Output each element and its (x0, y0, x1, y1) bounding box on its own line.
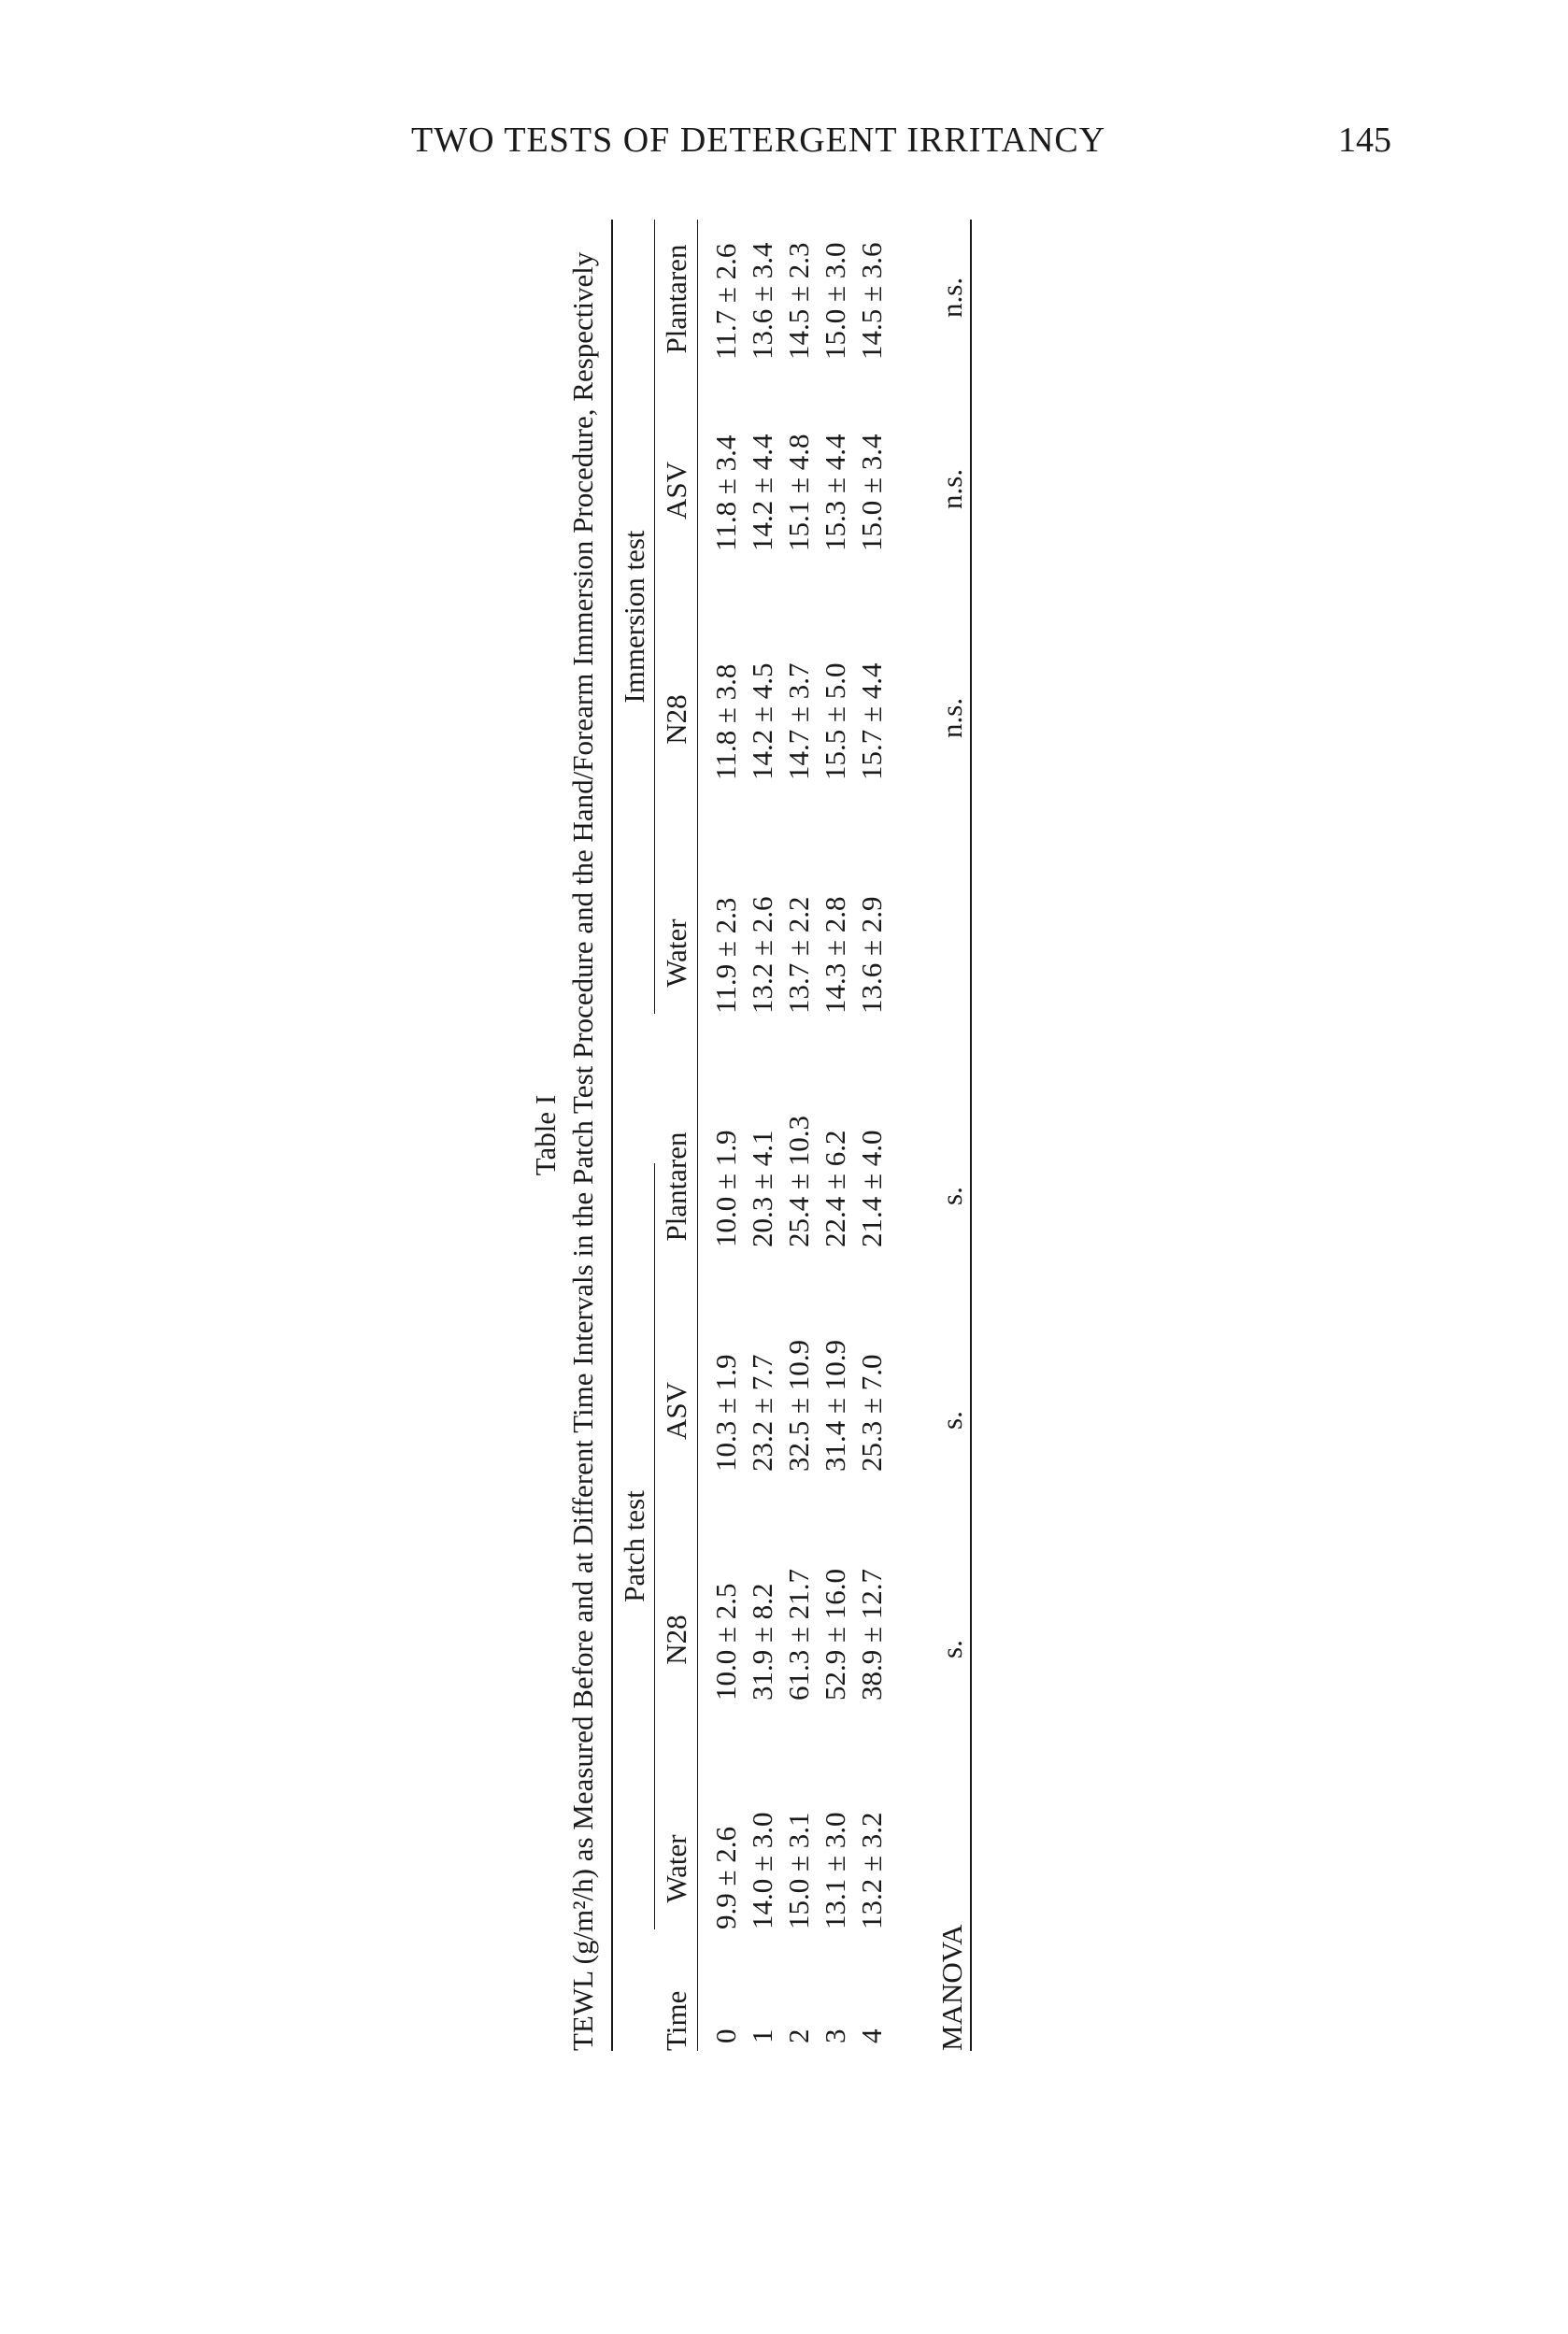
column-header: ASV (660, 1382, 692, 1441)
table-cell: 13.2 ± 2.6 (746, 896, 778, 1014)
table-cell: 21.4 ± 4.0 (855, 1130, 888, 1247)
manova-cell: n.s. (935, 277, 968, 318)
table-cell: 13.6 ± 2.9 (855, 896, 888, 1014)
manova-cell: n.s. (935, 468, 968, 509)
table-cell: 11.8 ± 3.4 (709, 434, 742, 551)
row-time: 1 (746, 2028, 778, 2043)
rotated-table (529, 220, 977, 2051)
manova-cell: s. (935, 1187, 968, 1205)
column-header: Water (660, 1834, 692, 1903)
table-cell: 14.7 ± 3.7 (782, 662, 815, 780)
immersion-group-rule (654, 220, 655, 1014)
table-cell: 9.9 ± 2.6 (709, 1826, 742, 1929)
row-time: 4 (855, 2028, 888, 2043)
table-cell: 13.2 ± 3.2 (855, 1812, 888, 1929)
manova-cell: s. (935, 1640, 968, 1658)
column-header-time: Time (660, 1990, 692, 2051)
table-cell: 13.7 ± 2.2 (782, 896, 815, 1014)
group-header-immersion: Immersion test (618, 530, 650, 704)
column-header: N28 (660, 694, 692, 745)
running-head: TWO TESTS OF DETERGENT IRRITANCY (411, 121, 1106, 160)
table-cell: 10.0 ± 2.5 (709, 1583, 742, 1701)
table-cell: 15.5 ± 5.0 (819, 662, 851, 780)
table-cell: 25.3 ± 7.0 (855, 1354, 888, 1472)
table-cell: 11.9 ± 2.3 (709, 897, 742, 1014)
table-caption: TEWL (g/m²/h) as Measured Before and at Different Time Intervals in the Patch Test Procedure and the Hand/Forearm Immersion Procedure, Respectively (566, 251, 599, 2051)
group-header-patch: Patch test (618, 1490, 650, 1602)
column-header: Water (660, 918, 692, 988)
table-cell: 14.5 ± 2.3 (782, 242, 815, 360)
column-header: Plantaren (660, 244, 692, 354)
table-cell: 11.7 ± 2.6 (709, 243, 742, 360)
row-time: 0 (709, 2028, 742, 2043)
table-cell: 31.4 ± 10.9 (819, 1339, 851, 1472)
table-cell: 23.2 ± 7.7 (746, 1354, 778, 1472)
table-cell: 15.0 ± 3.0 (819, 242, 851, 360)
table-cell: 15.3 ± 4.4 (819, 434, 851, 551)
table-cell: 14.5 ± 3.6 (855, 242, 888, 360)
bottom-rule (970, 220, 972, 2051)
manova-label: MANOVA (935, 1924, 968, 2051)
table-cell: 38.9 ± 12.7 (855, 1568, 888, 1701)
table-cell: 31.9 ± 8.2 (746, 1583, 778, 1701)
row-time: 2 (782, 2028, 815, 2043)
manova-cell: s. (935, 1411, 968, 1430)
table-cell: 15.1 ± 4.8 (782, 434, 815, 551)
table-cell: 10.3 ± 1.9 (709, 1354, 742, 1472)
manova-cell: n.s. (935, 697, 968, 738)
table-cell: 15.7 ± 4.4 (855, 662, 888, 780)
table-cell: 15.0 ± 3.4 (855, 434, 888, 551)
table-cell: 15.0 ± 3.1 (782, 1812, 815, 1929)
table-cell: 10.0 ± 1.9 (709, 1130, 742, 1247)
table-cell: 11.8 ± 3.8 (709, 663, 742, 780)
table-label: Table I (529, 1094, 562, 1176)
table-cell: 14.3 ± 2.8 (819, 896, 851, 1014)
table-cell: 13.6 ± 3.4 (746, 242, 778, 360)
column-header: N28 (660, 1615, 692, 1665)
table-cell: 13.1 ± 3.0 (819, 1812, 851, 1929)
table-cell: 32.5 ± 10.9 (782, 1339, 815, 1472)
table-cell: 14.2 ± 4.5 (746, 662, 778, 780)
table-cell: 14.0 ± 3.0 (746, 1812, 778, 1929)
header-rule (697, 220, 698, 2051)
page-number: 145 (1338, 121, 1391, 160)
column-header: Plantaren (660, 1131, 692, 1242)
table-cell: 52.9 ± 16.0 (819, 1568, 851, 1701)
table-cell: 25.4 ± 10.3 (782, 1115, 815, 1247)
table-cell: 14.2 ± 4.4 (746, 434, 778, 551)
table-cell: 61.3 ± 21.7 (782, 1568, 815, 1701)
row-time: 3 (819, 2028, 851, 2043)
table-cell: 20.3 ± 4.1 (746, 1130, 778, 1247)
patch-group-rule (654, 1163, 655, 1929)
top-rule (611, 220, 613, 2051)
column-header: ASV (660, 462, 692, 520)
table-cell: 22.4 ± 6.2 (819, 1130, 851, 1247)
